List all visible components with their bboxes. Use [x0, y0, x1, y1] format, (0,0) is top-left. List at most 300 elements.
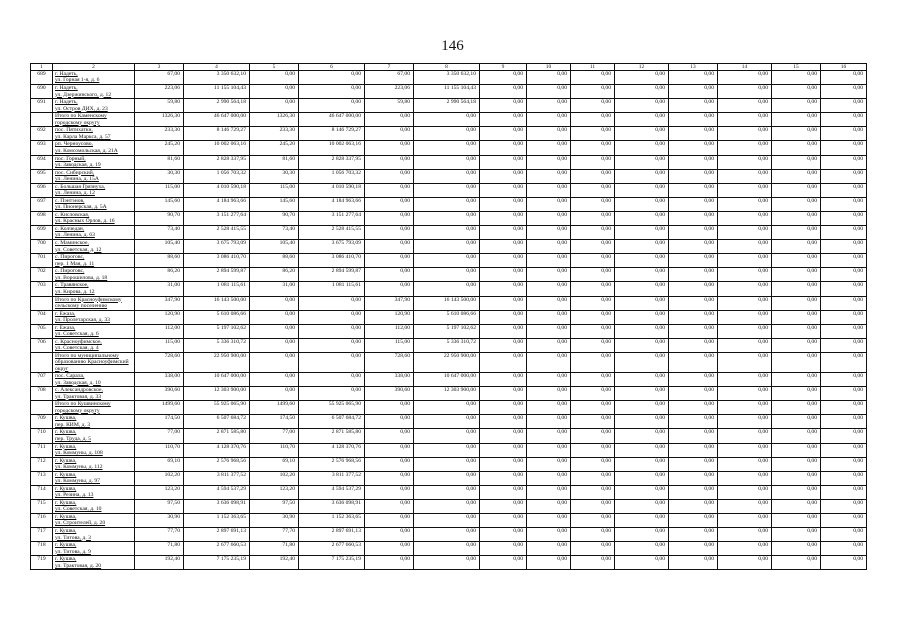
value-cell-c14: 0,00 — [718, 240, 772, 254]
address-line-2: ул. Пролетарская, д. 33 — [55, 317, 110, 323]
value-cell-c10: 0,00 — [527, 85, 571, 99]
value-cell-c15: 0,00 — [772, 485, 821, 499]
table-row — [31, 85, 867, 99]
value-cell-c6: 0,00 — [299, 338, 365, 352]
value-cell-c9: 0,00 — [480, 296, 527, 310]
value-cell-c9: 0,00 — [480, 226, 527, 240]
address-line-1: г. Кушва, — [55, 556, 77, 563]
value-cell-c9: 0,00 — [480, 268, 527, 282]
value-cell-c8: 5 197 102,62 — [414, 324, 480, 338]
value-cell-c5: 97,50 — [250, 499, 299, 513]
value-cell-c11: 0,00 — [571, 71, 615, 85]
value-cell-c7: 0,00 — [365, 240, 414, 254]
value-cell-c3: 120,90 — [135, 310, 184, 324]
value-cell-c15: 0,00 — [772, 113, 821, 127]
value-cell-c9: 0,00 — [480, 556, 527, 570]
address-line-2: ул. Пионерская, д. 5А — [55, 204, 107, 211]
row-number — [31, 401, 53, 415]
value-cell-c5: 174,50 — [250, 415, 299, 429]
column-number: 14 — [718, 64, 772, 71]
value-cell-c13: 0,00 — [669, 240, 718, 254]
value-cell-c5: 115,00 — [250, 183, 299, 197]
value-cell-c15: 0,00 — [772, 141, 821, 155]
value-cell-c11: 0,00 — [571, 183, 615, 197]
value-cell-c9: 0,00 — [480, 429, 527, 443]
value-cell-c12: 0,00 — [615, 183, 669, 197]
value-cell-c4: 3 350 632,10 — [184, 71, 250, 85]
table-row — [31, 282, 867, 296]
value-cell-c6: 0,00 — [299, 296, 365, 310]
row-number: 711 — [31, 443, 53, 457]
value-cell-c15: 0,00 — [772, 401, 821, 415]
address-cell — [53, 254, 135, 268]
value-cell-c12: 0,00 — [615, 485, 669, 499]
value-cell-c4: 4 010 590,18 — [184, 183, 250, 197]
value-cell-c16: 0,00 — [821, 528, 867, 542]
value-cell-c11: 0,00 — [571, 310, 615, 324]
value-cell-c10: 0,00 — [527, 226, 571, 240]
row-number: 716 — [31, 514, 53, 528]
value-cell-c13: 0,00 — [669, 127, 718, 141]
value-cell-c9: 0,00 — [480, 387, 527, 401]
table-row — [31, 169, 867, 183]
address-cell — [53, 528, 135, 542]
value-cell-c3: 59,80 — [135, 99, 184, 113]
value-cell-c4: 11 155 104,43 — [184, 85, 250, 99]
address-line-2: ул. Титова, д. 9 — [55, 548, 91, 555]
value-cell-c16: 0,00 — [821, 99, 867, 113]
value-cell-c16: 0,00 — [821, 443, 867, 457]
value-cell-c13: 0,00 — [669, 415, 718, 429]
value-cell-c4: 4 594 537,29 — [184, 485, 250, 499]
address-cell — [53, 429, 135, 443]
value-cell-c13: 0,00 — [669, 254, 718, 268]
value-cell-c14: 0,00 — [718, 282, 772, 296]
value-cell-c6: 2 894 599,87 — [299, 268, 365, 282]
value-cell-c6: 0,00 — [299, 324, 365, 338]
address-line-2: ул. Коммуны, д. 108 — [55, 449, 103, 456]
value-cell-c3: 30,90 — [135, 514, 184, 528]
value-cell-c13: 0,00 — [669, 211, 718, 225]
value-cell-c12: 0,00 — [615, 197, 669, 211]
value-cell-c5: 0,00 — [250, 85, 299, 99]
value-cell-c4: 1 056 703,32 — [184, 169, 250, 183]
address-line-1: с. Пироговс, — [55, 254, 85, 261]
value-cell-c15: 0,00 — [772, 429, 821, 443]
value-cell-c11: 0,00 — [571, 528, 615, 542]
value-cell-c11: 0,00 — [571, 401, 615, 415]
value-cell-c4: 2 677 660,53 — [184, 542, 250, 556]
value-cell-c4: 2 897 691,13 — [184, 528, 250, 542]
table-row — [31, 254, 867, 268]
value-cell-c13: 0,00 — [669, 155, 718, 169]
row-number: 692 — [31, 127, 53, 141]
value-cell-c4: 4 128 370,76 — [184, 443, 250, 457]
value-cell-c13: 0,00 — [669, 499, 718, 513]
value-cell-c8: 3 350 632,10 — [414, 71, 480, 85]
value-cell-c8: 0,00 — [414, 528, 480, 542]
value-cell-c8: 0,00 — [414, 254, 480, 268]
subtotal-row — [31, 296, 867, 310]
value-cell-c4: 2 894 599,87 — [184, 268, 250, 282]
value-cell-c13: 0,00 — [669, 169, 718, 183]
value-cell-c16: 0,00 — [821, 71, 867, 85]
value-cell-c6: 4 128 370,76 — [299, 443, 365, 457]
value-cell-c16: 0,00 — [821, 268, 867, 282]
value-cell-c3: 1326,30 — [135, 113, 184, 127]
value-cell-c3: 338,00 — [135, 373, 184, 387]
value-cell-c14: 0,00 — [718, 71, 772, 85]
address-line-1: г. Кушва, — [55, 457, 77, 464]
value-cell-c6: 0,00 — [299, 85, 365, 99]
value-cell-c3: 110,70 — [135, 443, 184, 457]
value-cell-c16: 0,00 — [821, 485, 867, 499]
value-cell-c8: 22 950 900,00 — [414, 352, 480, 372]
value-cell-c7: 0,00 — [365, 514, 414, 528]
value-cell-c16: 0,00 — [821, 226, 867, 240]
value-cell-c15: 0,00 — [772, 127, 821, 141]
value-cell-c5: 105,40 — [250, 240, 299, 254]
value-cell-c8: 0,00 — [414, 268, 480, 282]
column-number: 10 — [527, 64, 571, 71]
address-line-1: г. Кушва, — [55, 514, 77, 521]
value-cell-c3: 1499,60 — [135, 401, 184, 415]
table-row — [31, 240, 867, 254]
value-cell-c14: 0,00 — [718, 499, 772, 513]
value-cell-c10: 0,00 — [527, 113, 571, 127]
column-number: 5 — [250, 64, 299, 71]
value-cell-c8: 0,00 — [414, 485, 480, 499]
value-cell-c13: 0,00 — [669, 282, 718, 296]
value-cell-c12: 0,00 — [615, 254, 669, 268]
value-cell-c7: 59,80 — [365, 99, 414, 113]
row-number: 704 — [31, 310, 53, 324]
row-number: 713 — [31, 471, 53, 485]
value-cell-c6: 1 081 115,61 — [299, 282, 365, 296]
address-line-2: ул. Комсомольская, д. 21А — [55, 147, 118, 154]
address-cell — [53, 282, 135, 296]
row-number: 710 — [31, 429, 53, 443]
value-cell-c8: 0,00 — [414, 471, 480, 485]
value-cell-c10: 0,00 — [527, 401, 571, 415]
value-cell-c8: 0,00 — [414, 240, 480, 254]
value-cell-c16: 0,00 — [821, 169, 867, 183]
address-line-1: с. Красноуфимское, — [55, 338, 102, 345]
value-cell-c14: 0,00 — [718, 268, 772, 282]
address-line-1: Итого по Каменскому — [55, 113, 107, 120]
address-line-1: г. Надеть, — [55, 71, 78, 77]
row-number: 699 — [31, 226, 53, 240]
value-cell-c5: 81,60 — [250, 155, 299, 169]
value-cell-c11: 0,00 — [571, 429, 615, 443]
table-row — [31, 268, 867, 282]
address-cell — [53, 169, 135, 183]
value-cell-c13: 0,00 — [669, 113, 718, 127]
value-cell-c12: 0,00 — [615, 429, 669, 443]
value-cell-c9: 0,00 — [480, 254, 527, 268]
value-cell-c12: 0,00 — [615, 85, 669, 99]
value-cell-c7: 0,00 — [365, 127, 414, 141]
value-cell-c11: 0,00 — [571, 485, 615, 499]
address-line-2: пер. КИМ, д. 3 — [55, 421, 91, 428]
value-cell-c6: 3 151 277,64 — [299, 211, 365, 225]
value-cell-c12: 0,00 — [615, 352, 669, 372]
value-cell-c14: 0,00 — [718, 443, 772, 457]
address-line-2: ул. Советская, д. 12 — [55, 246, 102, 253]
value-cell-c15: 0,00 — [772, 324, 821, 338]
value-cell-c3: 223,06 — [135, 85, 184, 99]
address-cell — [53, 514, 135, 528]
value-cell-c5: 110,70 — [250, 443, 299, 457]
value-cell-c5: 88,60 — [250, 254, 299, 268]
address-line-1: г. Кушва, — [55, 499, 77, 506]
value-cell-c11: 0,00 — [571, 268, 615, 282]
address-cell — [53, 443, 135, 457]
value-cell-c16: 0,00 — [821, 324, 867, 338]
value-cell-c8: 11 155 104,43 — [414, 85, 480, 99]
column-number: 13 — [669, 64, 718, 71]
row-number: 703 — [31, 282, 53, 296]
value-cell-c11: 0,00 — [571, 155, 615, 169]
value-cell-c8: 12 303 900,00 — [414, 387, 480, 401]
value-cell-c12: 0,00 — [615, 211, 669, 225]
value-cell-c4: 16 143 500,00 — [184, 296, 250, 310]
value-cell-c10: 0,00 — [527, 499, 571, 513]
value-cell-c10: 0,00 — [527, 240, 571, 254]
value-cell-c5: 69,10 — [250, 457, 299, 471]
value-cell-c16: 0,00 — [821, 387, 867, 401]
row-number: 689 — [31, 71, 53, 85]
value-cell-c10: 0,00 — [527, 373, 571, 387]
address-cell — [53, 499, 135, 513]
value-cell-c4: 3 675 793,09 — [184, 240, 250, 254]
value-cell-c16: 0,00 — [821, 296, 867, 310]
value-cell-c7: 0,00 — [365, 183, 414, 197]
value-cell-c15: 0,00 — [772, 373, 821, 387]
value-cell-c16: 0,00 — [821, 401, 867, 415]
value-cell-c10: 0,00 — [527, 415, 571, 429]
value-cell-c13: 0,00 — [669, 401, 718, 415]
value-cell-c3: 73,40 — [135, 226, 184, 240]
table-row — [31, 310, 867, 324]
value-cell-c3: 192,40 — [135, 556, 184, 570]
value-cell-c15: 0,00 — [772, 169, 821, 183]
value-cell-c10: 0,00 — [527, 514, 571, 528]
row-number: 697 — [31, 197, 53, 211]
value-cell-c15: 0,00 — [772, 556, 821, 570]
value-cell-c5: 0,00 — [250, 352, 299, 372]
value-cell-c3: 347,90 — [135, 296, 184, 310]
value-cell-c11: 0,00 — [571, 471, 615, 485]
value-cell-c10: 0,00 — [527, 127, 571, 141]
value-cell-c14: 0,00 — [718, 141, 772, 155]
address-line-1: Итого по Кушвинскому — [55, 401, 111, 408]
value-cell-c3: 86,20 — [135, 268, 184, 282]
address-cell — [53, 240, 135, 254]
value-cell-c7: 0,00 — [365, 155, 414, 169]
value-cell-c14: 0,00 — [718, 324, 772, 338]
value-cell-c14: 0,00 — [718, 485, 772, 499]
address-line-1: с. Пироговс, — [55, 268, 85, 275]
value-cell-c4: 2 528 415,55 — [184, 226, 250, 240]
value-cell-c6: 2 871 585,80 — [299, 429, 365, 443]
value-cell-c16: 0,00 — [821, 113, 867, 127]
value-cell-c3: 69,10 — [135, 457, 184, 471]
value-cell-c6: 55 925 065,90 — [299, 401, 365, 415]
address-line-1: г. Кушва, — [55, 542, 77, 549]
value-cell-c7: 0,00 — [365, 471, 414, 485]
row-number: 717 — [31, 528, 53, 542]
page-number: 146 — [441, 38, 464, 54]
value-cell-c7: 0,00 — [365, 169, 414, 183]
table-row — [31, 528, 867, 542]
value-cell-c3: 174,50 — [135, 415, 184, 429]
value-cell-c10: 0,00 — [527, 352, 571, 372]
value-cell-c9: 0,00 — [480, 499, 527, 513]
value-cell-c8: 0,00 — [414, 141, 480, 155]
value-cell-c4: 10 647 000,00 — [184, 373, 250, 387]
address-line-1: г. Ежаза, — [55, 310, 76, 317]
value-cell-c16: 0,00 — [821, 141, 867, 155]
value-cell-c6: 1 152 363,65 — [299, 514, 365, 528]
value-cell-c11: 0,00 — [571, 457, 615, 471]
value-cell-c12: 0,00 — [615, 226, 669, 240]
value-cell-c15: 0,00 — [772, 352, 821, 372]
value-cell-c8: 0,00 — [414, 401, 480, 415]
value-cell-c7: 0,00 — [365, 401, 414, 415]
row-number: 714 — [31, 485, 53, 499]
value-cell-c6: 6 507 684,72 — [299, 415, 365, 429]
value-cell-c6: 2 828 337,95 — [299, 155, 365, 169]
value-cell-c10: 0,00 — [527, 268, 571, 282]
value-cell-c14: 0,00 — [718, 155, 772, 169]
value-cell-c13: 0,00 — [669, 471, 718, 485]
value-cell-c10: 0,00 — [527, 155, 571, 169]
value-cell-c3: 145,60 — [135, 197, 184, 211]
value-cell-c3: 728,60 — [135, 352, 184, 372]
address-line-2: ул. Горная 1-я, д. 6 — [55, 77, 100, 84]
value-cell-c9: 0,00 — [480, 528, 527, 542]
address-line-2: ул. Ленина, д. 63 — [55, 232, 95, 239]
value-cell-c15: 0,00 — [772, 211, 821, 225]
value-cell-c15: 0,00 — [772, 226, 821, 240]
value-cell-c16: 0,00 — [821, 499, 867, 513]
value-cell-c14: 0,00 — [718, 542, 772, 556]
address-line-2: сельскому поселению — [55, 302, 108, 309]
row-number: 696 — [31, 183, 53, 197]
value-cell-c11: 0,00 — [571, 85, 615, 99]
address-line-1: пос. Сибирский, — [55, 169, 95, 176]
value-cell-c15: 0,00 — [772, 310, 821, 324]
table-row — [31, 197, 867, 211]
value-cell-c16: 0,00 — [821, 85, 867, 99]
value-cell-c7: 0,00 — [365, 556, 414, 570]
address-line-2: ул. Коммуны, д. 112 — [55, 464, 103, 471]
column-number: 8 — [414, 64, 480, 71]
value-cell-c10: 0,00 — [527, 197, 571, 211]
address-line-2: ул. Титова, д. 3 — [55, 534, 91, 541]
table-row — [31, 457, 867, 471]
address-cell — [53, 471, 135, 485]
value-cell-c13: 0,00 — [669, 85, 718, 99]
value-cell-c13: 0,00 — [669, 528, 718, 542]
value-cell-c8: 0,00 — [414, 499, 480, 513]
value-cell-c8: 5 610 086,66 — [414, 310, 480, 324]
value-cell-c10: 0,00 — [527, 338, 571, 352]
value-cell-c11: 0,00 — [571, 387, 615, 401]
address-line-1: рп. Черноусово, — [55, 141, 93, 148]
row-number: 715 — [31, 499, 53, 513]
value-cell-c12: 0,00 — [615, 556, 669, 570]
value-cell-c10: 0,00 — [527, 471, 571, 485]
address-line-1: г. Надеть, — [55, 85, 78, 92]
value-cell-c13: 0,00 — [669, 183, 718, 197]
column-number: 6 — [299, 64, 365, 71]
value-cell-c5: 30,30 — [250, 169, 299, 183]
value-cell-c12: 0,00 — [615, 113, 669, 127]
value-cell-c10: 0,00 — [527, 528, 571, 542]
row-number — [31, 352, 53, 372]
value-cell-c16: 0,00 — [821, 197, 867, 211]
address-line-1: г. Ежаза, — [55, 324, 76, 331]
value-cell-c3: 81,60 — [135, 155, 184, 169]
value-cell-c4: 2 576 968,56 — [184, 457, 250, 471]
value-cell-c7: 0,00 — [365, 197, 414, 211]
column-number: 12 — [615, 64, 669, 71]
value-cell-c5: 145,60 — [250, 197, 299, 211]
address-line-1: г. Кушва, — [55, 471, 77, 478]
value-cell-c4: 3 636 098,91 — [184, 499, 250, 513]
value-cell-c8: 0,00 — [414, 443, 480, 457]
value-cell-c15: 0,00 — [772, 296, 821, 310]
address-line-2: ул. Советская, д. 10 — [55, 506, 102, 513]
value-cell-c12: 0,00 — [615, 471, 669, 485]
value-cell-c9: 0,00 — [480, 141, 527, 155]
value-cell-c15: 0,00 — [772, 387, 821, 401]
column-number: 2 — [53, 64, 135, 71]
value-cell-c5: 123,20 — [250, 485, 299, 499]
address-line-2: ул. Советская, д. 6 — [55, 331, 99, 338]
value-cell-c14: 0,00 — [718, 387, 772, 401]
value-cell-c7: 67,00 — [365, 71, 414, 85]
value-cell-c3: 88,60 — [135, 254, 184, 268]
value-cell-c15: 0,00 — [772, 499, 821, 513]
address-cell — [53, 542, 135, 556]
address-cell — [53, 296, 135, 310]
value-cell-c13: 0,00 — [669, 324, 718, 338]
value-cell-c5: 245,20 — [250, 141, 299, 155]
value-cell-c15: 0,00 — [772, 71, 821, 85]
value-cell-c12: 0,00 — [615, 514, 669, 528]
address-line-2: ул. Коммуны, д. 97 — [55, 478, 100, 485]
value-cell-c15: 0,00 — [772, 338, 821, 352]
value-cell-c10: 0,00 — [527, 254, 571, 268]
value-cell-c11: 0,00 — [571, 499, 615, 513]
column-number: 4 — [184, 64, 250, 71]
row-number: 693 — [31, 141, 53, 155]
value-cell-c14: 0,00 — [718, 99, 772, 113]
value-cell-c12: 0,00 — [615, 401, 669, 415]
value-cell-c7: 390,60 — [365, 387, 414, 401]
row-number: 702 — [31, 268, 53, 282]
address-line-1: г. Кушва, — [55, 443, 77, 450]
value-cell-c6: 1 056 703,32 — [299, 169, 365, 183]
value-cell-c15: 0,00 — [772, 282, 821, 296]
value-cell-c5: 73,40 — [250, 226, 299, 240]
row-number: 695 — [31, 169, 53, 183]
value-cell-c11: 0,00 — [571, 197, 615, 211]
value-cell-c9: 0,00 — [480, 401, 527, 415]
